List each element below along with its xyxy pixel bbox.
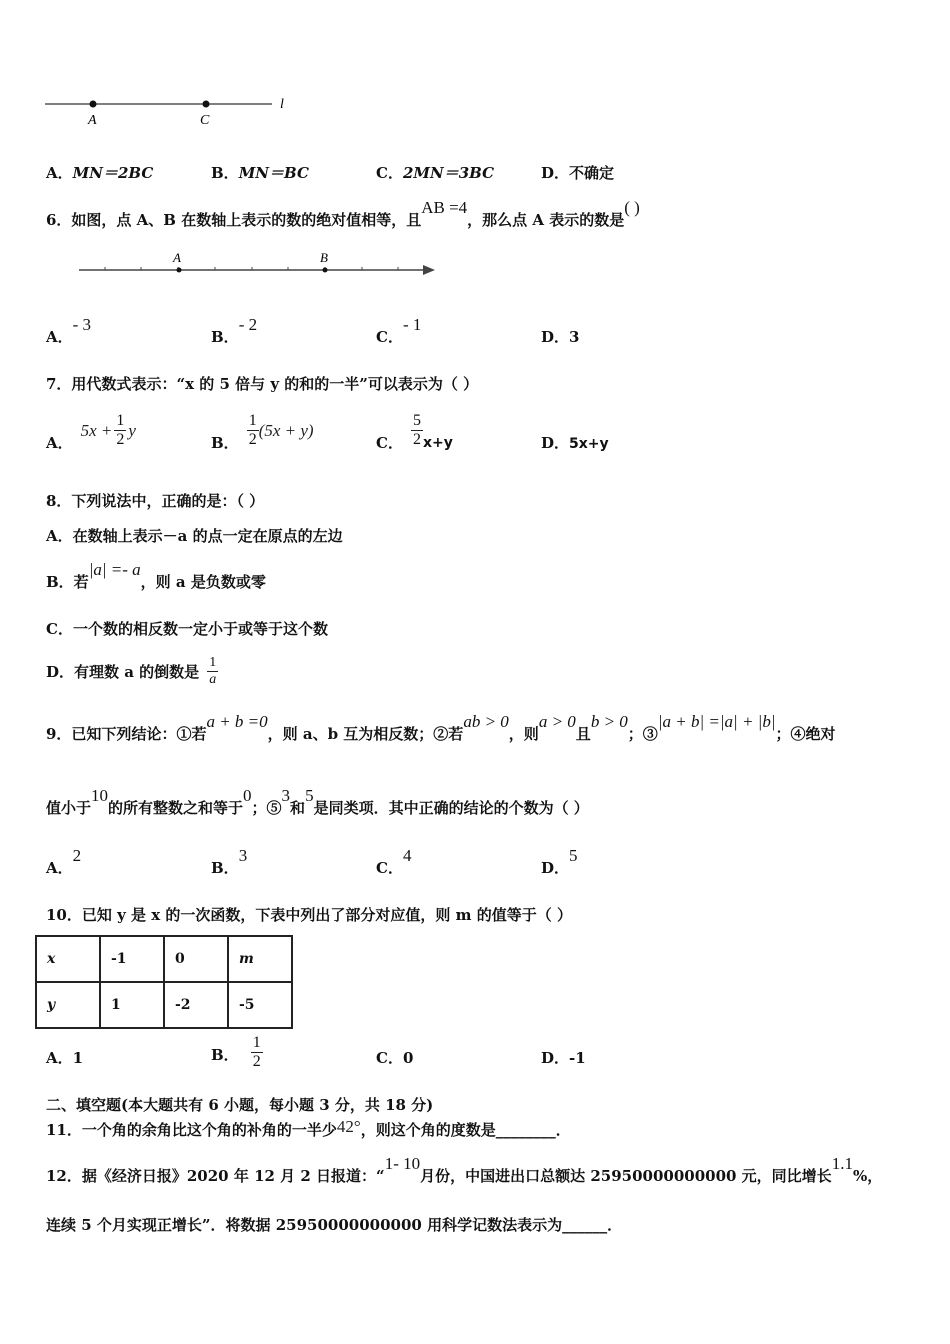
q8-option-b: B．若|a| =- a，则 a 是负数或零 [46,560,266,591]
q9-line2: 值小于10的所有整数之和等于0；⑤3和5是同类项．其中正确的结论的个数为（ ） [46,786,589,817]
q7-option-d: D．5x+y [541,434,609,452]
table-cell: x [36,936,100,982]
q12-line2: 连续 5 个月实现正增长”．将数据 25950000000000 用科学记数法表示为______． [46,1216,623,1234]
q11: 11．一个角的余角比这个角的补角的一半少42°，则这个角的度数是________． [46,1117,571,1139]
q10-option-a: A．1 [46,1049,84,1067]
q6-label-b: B [320,250,328,265]
q6-number-line [75,248,445,278]
q9-option-c: C．4 [376,846,412,877]
q9-option-b: B．3 [211,846,248,877]
q8-option-d: D．有理数 a 的倒数是 $\frac{1}{a}$ [46,655,217,687]
q9-option-a: A．2 [46,846,82,877]
q10-option-d: D．-1 [541,1049,586,1067]
line-l-figure [40,92,300,132]
q10-stem: 10．已知 y 是 x 的一次函数，下表中列出了部分对应值，则 m 的值等于（ ） [46,906,572,924]
q6-label-a: A [173,250,181,265]
table-cell: -5 [228,982,292,1028]
table-cell: -2 [164,982,228,1028]
q10-table [35,935,293,1029]
q12-line1: 12．据《经济日报》2020 年 12 月 2 日报道：“1- 10月份，中国进出口总额达 25950000000000 元，同比增长1.1%， [46,1154,883,1185]
q10-option-b: B． $\frac{1}{2}$ [211,1034,261,1070]
point-c [203,101,210,108]
q8-option-c: C．一个数的相反数一定小于或等于这个数 [46,620,328,638]
q5-option-a: A．MN＝2BC [46,164,154,182]
q5-option-d: D．不确定 [541,164,615,182]
q9-line1: 9．已知下列结论：①若a + b =0，则 a、b 互为相反数；②若ab > 0，则a > 0且b > 0；③|a + b| =|a| + |b|；④绝对 [46,712,836,743]
q10-option-c: C．0 [376,1049,414,1067]
q6-option-c: C．- 1 [376,315,422,346]
table-cell: 1 [100,982,164,1028]
table-cell: -1 [100,936,164,982]
q6-option-b: B．- 2 [211,315,258,346]
q5-option-b: B．MN＝BC [211,164,309,182]
label-c: C [200,113,210,128]
q6-option-d: D．3 [541,328,580,346]
table-row [36,936,292,982]
q7-option-c: C． $\frac{5}{2}$ x+y [376,412,453,452]
table-cell: 0 [164,936,228,982]
q7-stem: 7．用代数式表示：“x 的 5 倍与 y 的和的一半”可以表示为（ ） [46,375,479,393]
table-cell: y [36,982,100,1028]
q7-option-a: A． 5x + $\frac{1}{2}$ y [46,412,136,452]
q9-option-d: D．5 [541,846,578,877]
label-l: l [280,97,284,112]
q7-option-b: B． $\frac{1}{2}$ (5x + y) [211,412,314,452]
q6-point-b [323,268,328,273]
q8-option-a: A．在数轴上表示－a 的点一定在原点的左边 [46,527,343,545]
q6-point-a [177,268,182,273]
table-cell: m [228,936,292,982]
label-a: A [88,113,97,128]
q6-option-a: A．- 3 [46,315,92,346]
table-row [36,982,292,1028]
point-a [90,101,97,108]
q5-option-c: C．2MN＝3BC [376,164,495,182]
q6-stem: 6．如图，点 A、B 在数轴上表示的数的绝对值相等，且AB =4，那么点 A 表示的数是( ) [46,198,640,229]
q8-stem: 8．下列说法中，正确的是：（ ） [46,492,265,510]
section-heading: 二、填空题(本大题共有 6 小题，每小题 3 分，共 18 分) [46,1096,434,1114]
